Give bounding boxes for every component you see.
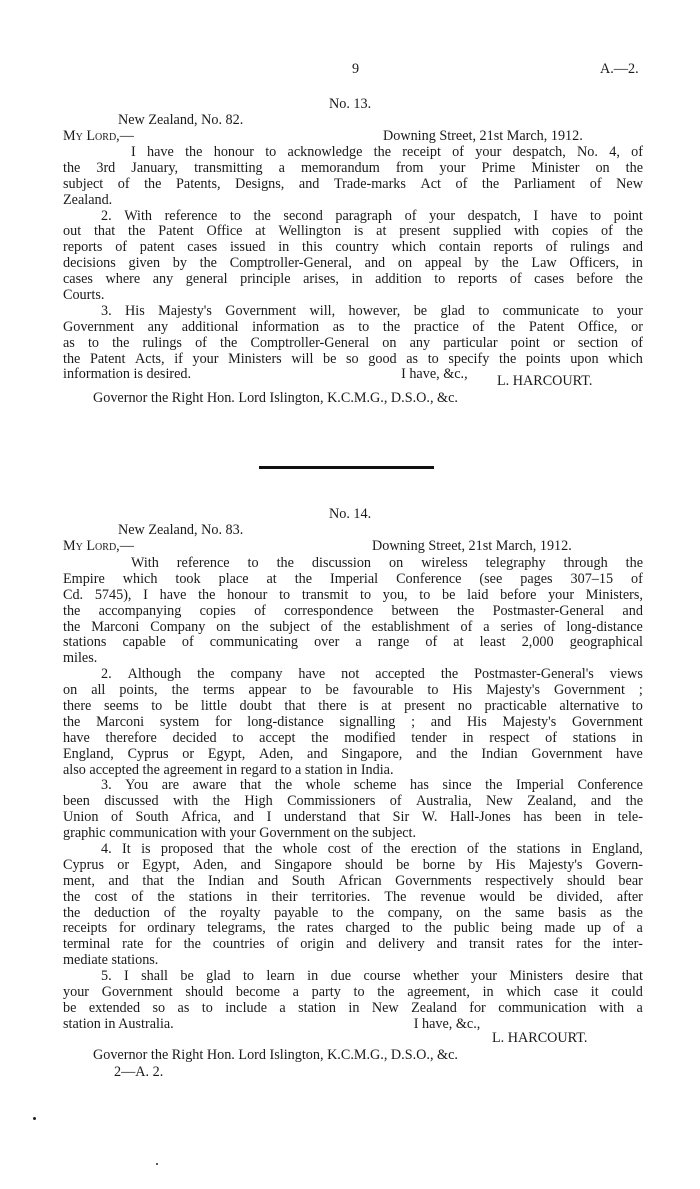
body-line: your Government should become a party to the agreement, in which case it could [63,984,643,1001]
body-line: With reference to the discussion on wireless telegraphy through the [131,555,643,571]
body-line: Zealand. [63,191,113,208]
body-line: Union of South Africa, and I understand that Sir W. Hall-Jones has been in tele- [63,809,643,826]
letter-13-number: No. 13. [329,96,372,112]
body-line: reports of patent cases issued in this country which contain reports of rulings and [63,239,643,256]
body-line: the accompanying copies of correspondence between the Postmaster-General and [63,602,643,619]
letter-13-body [63,145,643,383]
body-line: be extended so as to include a station in New Zealand for communication with a [63,999,643,1016]
letter-14-salutation: My Lord,— [63,538,134,554]
body-line: also accepted the agreement in regard to a station in India. [63,761,394,778]
body-line: been discussed with the High Commissioners of Australia, New Zealand, and the [63,793,643,810]
speck [33,1117,36,1120]
letter-13-salutation: My Lord,— [63,128,134,144]
body-line: have therefore decided to accept the modified tender in respect of stations in [63,729,643,746]
document-reference: A.—2. [600,61,639,77]
letter-13-place-date: Downing Street, 21st March, 1912. [383,128,583,144]
letter-14-ref: New Zealand, No. 83. [118,522,244,538]
body-line: 2. Although the company have not accepted the Postmaster-General's views [101,666,643,683]
body-line: I have the honour to acknowledge the receipt of your despatch, No. 4, of [131,144,643,160]
body-line: Cyprus or Egypt, Aden, and Singapore should be borne by His Majesty's Govern- [63,856,643,873]
body-line: the deduction of the royalty payable to the company, on the same basis as the [63,904,643,921]
letter-14-place-date: Downing Street, 21st March, 1912. [372,538,572,554]
body-line: stations capable of communicating over a range of at least 2,000 geographical [63,634,643,651]
section-divider [259,466,434,469]
letter-14-body [63,556,643,1033]
page-number: 9 [352,61,360,77]
body-line: 3. His Majesty's Government will, however, be glad to communicate to your [101,302,643,319]
closing-line: I have, &c., [413,1015,481,1032]
body-line: the Marconi system for long-distance signalling ; and His Majesty's Government [63,713,643,730]
body-line: ment, and that the Indian and South African Governments respectively should bear [63,872,643,889]
body-line: receipts for ordinary telegrams, the rates charged to the public being made up of a [63,920,643,937]
body-line: the Marconi Company on the subject of the establishment of a series of long-distance [63,618,643,635]
body-line: decisions given by the Comptroller-General, and on appeal by the Law Officers, in [63,255,643,272]
body-line: out that the Patent Office at Wellington is at present supplied with copies of the [63,223,643,240]
body-line: information is desired. I have, &c., [63,366,468,383]
body-line: the Patent Acts, if your Ministers will be so good as to specify the points upon which [63,350,643,367]
body-line: on all points, the terms appear to be favourable to His Majesty's Government ; [63,682,643,699]
body-line: Empire which took place at the Imperial Conference (see pages 307–15 of [63,570,643,587]
body-line: Cd. 5745), I have the honour to transmit to you, to be laid before your Ministers, [63,586,643,603]
body-line: miles. [63,650,98,667]
letter-13-addressee: Governor the Right Hon. Lord Islington, K.C.M.G., D.S.O., &c. [93,390,458,406]
speck [156,1163,158,1165]
body-line: 3. You are aware that the whole scheme has since the Imperial Conference [101,777,643,794]
letter-13-signature: L. HARCOURT. [497,373,593,389]
body-line: 2. With reference to the second paragraph of your despatch, I have to point [101,207,643,224]
letter-13-ref: New Zealand, No. 82. [118,112,244,128]
body-line: mediate stations. [63,952,159,969]
body-line: as to the rulings of the Comptroller-General on any particular point or section of [63,334,643,351]
body-line: graphic communication with your Government on the subject. [63,825,417,842]
body-line: Courts. [63,287,105,304]
body-line: terminal rate for the countries of origin and delivery and transit rates for the inter- [63,936,643,953]
signature-mark: 2—A. 2. [114,1064,164,1080]
body-line: 5. I shall be glad to learn in due course whether your Ministers desire that [101,968,643,985]
body-line: 4. It is proposed that the whole cost of the erection of the stations in England, [101,841,643,858]
letter-14-addressee: Governor the Right Hon. Lord Islington, K.C.M.G., D.S.O., &c. [93,1047,458,1063]
body-line: cases where any general principle arises, in addition to reports of cases before the [63,271,643,288]
body-line: subject of the Patents, Designs, and Trade-marks Act of the Parliament of New [63,175,643,192]
body-line: there seems to be little doubt that there is at present no practicable alternative to [63,698,643,715]
letter-14-number: No. 14. [329,506,372,522]
body-line: the cost of the stations in their territories. The revenue would be divided, after [63,888,643,905]
body-line: England, Cyprus or Egypt, Aden, and Singapore, and the Indian Government have [63,745,643,762]
letter-14-signature: L. HARCOURT. [492,1030,588,1046]
body-line: Government any additional information as to the practice of the Patent Office, or [63,318,643,335]
closing-line: I have, &c., [401,366,468,383]
body-line: the 3rd January, transmitting a memorandum from your Prime Minister on the [63,159,643,176]
body-line: station in Australia. I have, &c., [63,1015,481,1032]
